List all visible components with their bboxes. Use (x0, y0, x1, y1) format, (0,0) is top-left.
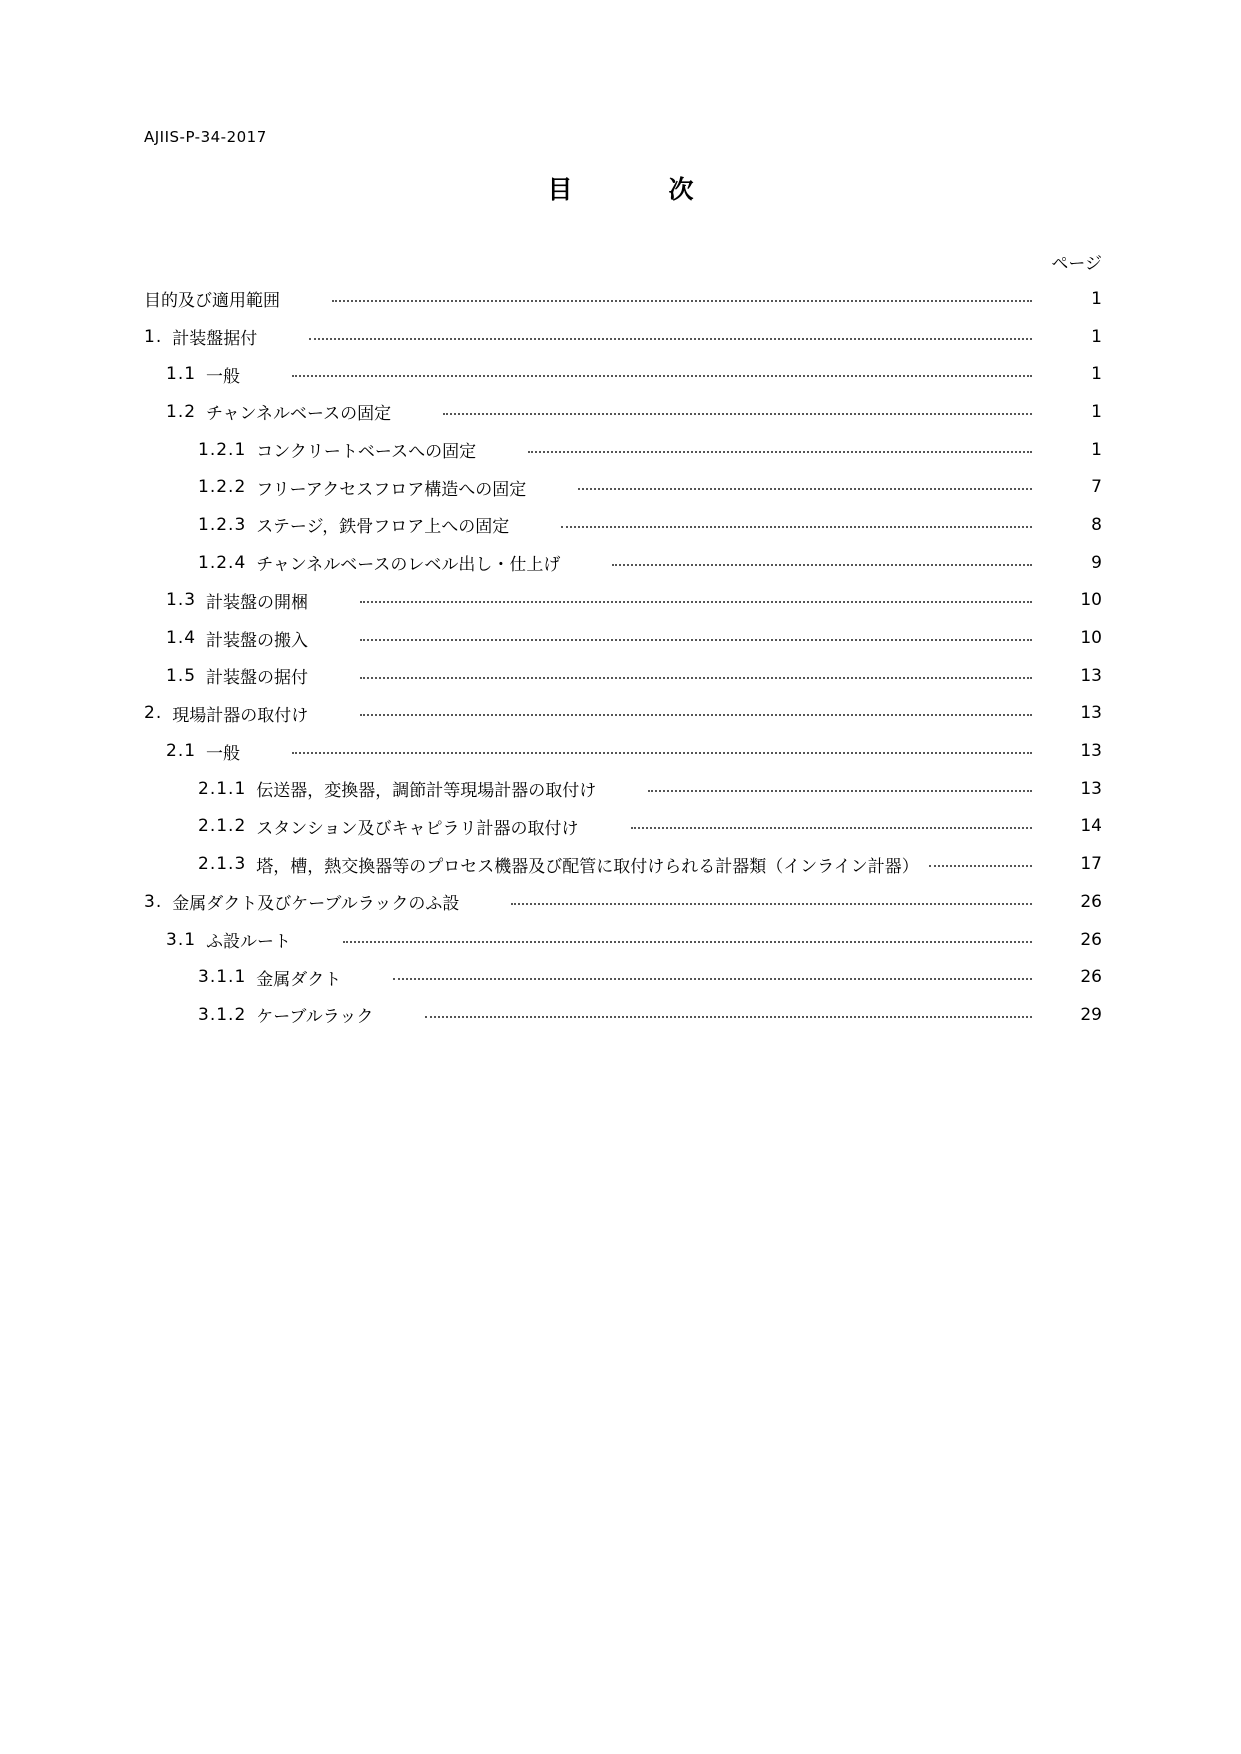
toc-entry[interactable] (144, 431, 1102, 469)
dot-leader (360, 639, 1032, 641)
dot-leader (648, 790, 1032, 792)
toc-entry-title: 目的及び適用範囲 (144, 291, 280, 312)
dot-leader (528, 451, 1032, 453)
toc-entry-number: 3.1.1 (198, 967, 247, 988)
toc-entry-title: フリーアクセスフロア構造への固定 (256, 479, 527, 500)
title-char-2: 次 (668, 175, 694, 204)
toc-entry-page: 1 (1091, 401, 1102, 422)
toc-entry[interactable] (144, 996, 1102, 1034)
toc-entry[interactable] (144, 582, 1102, 620)
toc-entry-title: 計装盤の搬入 (206, 630, 309, 651)
toc-entry-title: チャンネルベースの固定 (206, 404, 392, 425)
toc-entry-page: 13 (1080, 665, 1102, 686)
toc-entry[interactable] (144, 355, 1102, 393)
dot-leader (443, 413, 1032, 415)
toc-entry-number: 3. (144, 891, 163, 912)
toc-entry[interactable] (144, 732, 1102, 770)
dot-leader (360, 601, 1032, 603)
toc-entry-title: スタンション及びキャピラリ計器の取付け (256, 818, 579, 839)
dot-leader (561, 526, 1032, 528)
toc-entry-number: 2. (144, 703, 163, 724)
toc-entry[interactable] (144, 845, 1102, 883)
toc-entry-page: 1 (1091, 364, 1102, 385)
toc-entry-number: 1.2.2 (198, 477, 247, 498)
toc-entry-title: ステージ，鉄骨フロア上への固定 (256, 517, 510, 538)
toc-entry-title: 塔，槽，熱交換器等のプロセス機器及び配管に取付けられる計器類（インライン計器） (256, 856, 919, 877)
toc-entry[interactable] (144, 695, 1102, 733)
dot-leader (631, 827, 1033, 829)
toc-entry-number: 1.2.3 (198, 514, 247, 535)
toc-entry-title: 現場計器の取付け (172, 705, 309, 726)
toc-entry-title: 計装盤据付 (172, 329, 258, 350)
dot-leader (612, 564, 1032, 566)
toc-entry-number: 1.5 (166, 665, 197, 686)
toc-entry-number: 1.2.1 (198, 439, 247, 460)
toc-entry-number: 2.1.1 (198, 778, 247, 799)
toc-entry-page: 13 (1080, 778, 1102, 799)
toc-entry-page: 26 (1080, 929, 1102, 950)
toc-entry-title: 一般 (206, 743, 241, 764)
dot-leader (292, 375, 1032, 377)
toc-entry-page: 26 (1080, 967, 1102, 988)
toc-entry[interactable] (144, 280, 1102, 318)
toc-entry-title: 一般 (206, 366, 241, 387)
toc-entry[interactable] (144, 318, 1102, 356)
toc-entry-title: チャンネルベースのレベル出し・仕上げ (256, 555, 561, 576)
toc-entry-page: 17 (1080, 854, 1102, 875)
toc-entry-number: 2.1.3 (198, 854, 247, 875)
toc-entry-number: 1.1 (166, 364, 197, 385)
toc-entry[interactable] (144, 544, 1102, 582)
toc-entry-title: 計装盤の据付 (206, 668, 309, 689)
toc-entry[interactable] (144, 958, 1102, 996)
dot-leader (360, 714, 1032, 716)
toc-entry-page: 1 (1091, 439, 1102, 460)
toc-entry-title: 伝送器，変換器，調節計等現場計器の取付け (256, 781, 597, 802)
toc-entry-page: 13 (1080, 741, 1102, 762)
toc-entry-number: 1.2 (166, 401, 197, 422)
dot-leader (393, 978, 1032, 980)
toc-entry-page: 10 (1080, 590, 1102, 611)
dot-leader (511, 903, 1032, 905)
dot-leader (343, 941, 1032, 943)
page-column-label: ページ (1051, 254, 1102, 274)
toc-entry-title: 金属ダクト (256, 969, 342, 990)
toc-entry-number: 2.1.2 (198, 816, 247, 837)
toc-entry[interactable] (144, 619, 1102, 657)
toc-entry-page: 7 (1091, 477, 1102, 498)
toc-entry-page: 26 (1080, 891, 1102, 912)
toc-entry-number: 1.2.4 (198, 552, 247, 573)
toc-entry-number: 3.1.2 (198, 1004, 247, 1025)
toc-entry[interactable] (144, 506, 1102, 544)
toc-entry[interactable] (144, 770, 1102, 808)
toc-entry-number: 1.3 (166, 590, 197, 611)
toc-entry[interactable] (144, 808, 1102, 846)
toc-entry[interactable] (144, 393, 1102, 431)
toc-entry[interactable] (144, 883, 1102, 921)
toc-entry-title: ケーブルラック (256, 1007, 374, 1028)
toc-entry-title: コンクリートベースへの固定 (256, 442, 477, 463)
dot-leader (425, 1016, 1032, 1018)
toc-entry-page: 10 (1080, 628, 1102, 649)
page-title (0, 170, 1241, 206)
toc-entry-page: 13 (1080, 703, 1102, 724)
toc-entry-page: 9 (1091, 552, 1102, 573)
toc-entry[interactable] (144, 657, 1102, 695)
toc-entry-number: 3.1 (166, 929, 197, 950)
toc-entry-page: 29 (1080, 1004, 1102, 1025)
dot-leader (332, 300, 1032, 302)
dot-leader (578, 488, 1032, 490)
document-id: AJIIS-P-34-2017 (144, 128, 267, 146)
toc-entry[interactable] (144, 921, 1102, 959)
dot-leader (360, 677, 1032, 679)
toc-entry-title: 金属ダクト及びケーブルラックのふ設 (172, 894, 460, 915)
dot-leader (929, 865, 1032, 867)
dot-leader (309, 338, 1032, 340)
table-of-contents (144, 280, 1102, 1034)
toc-entry-number: 1. (144, 326, 163, 347)
toc-entry-number: 1.4 (166, 628, 197, 649)
toc-entry-number: 2.1 (166, 741, 197, 762)
toc-entry[interactable] (144, 468, 1102, 506)
toc-entry-title: 計装盤の開梱 (206, 592, 309, 613)
title-char-1: 目 (547, 175, 573, 204)
toc-entry-page: 14 (1080, 816, 1102, 837)
toc-entry-page: 1 (1091, 326, 1102, 347)
dot-leader (292, 752, 1032, 754)
toc-entry-page: 1 (1091, 288, 1102, 309)
toc-entry-page: 8 (1091, 514, 1102, 535)
toc-entry-title: ふ設ルート (206, 932, 292, 953)
